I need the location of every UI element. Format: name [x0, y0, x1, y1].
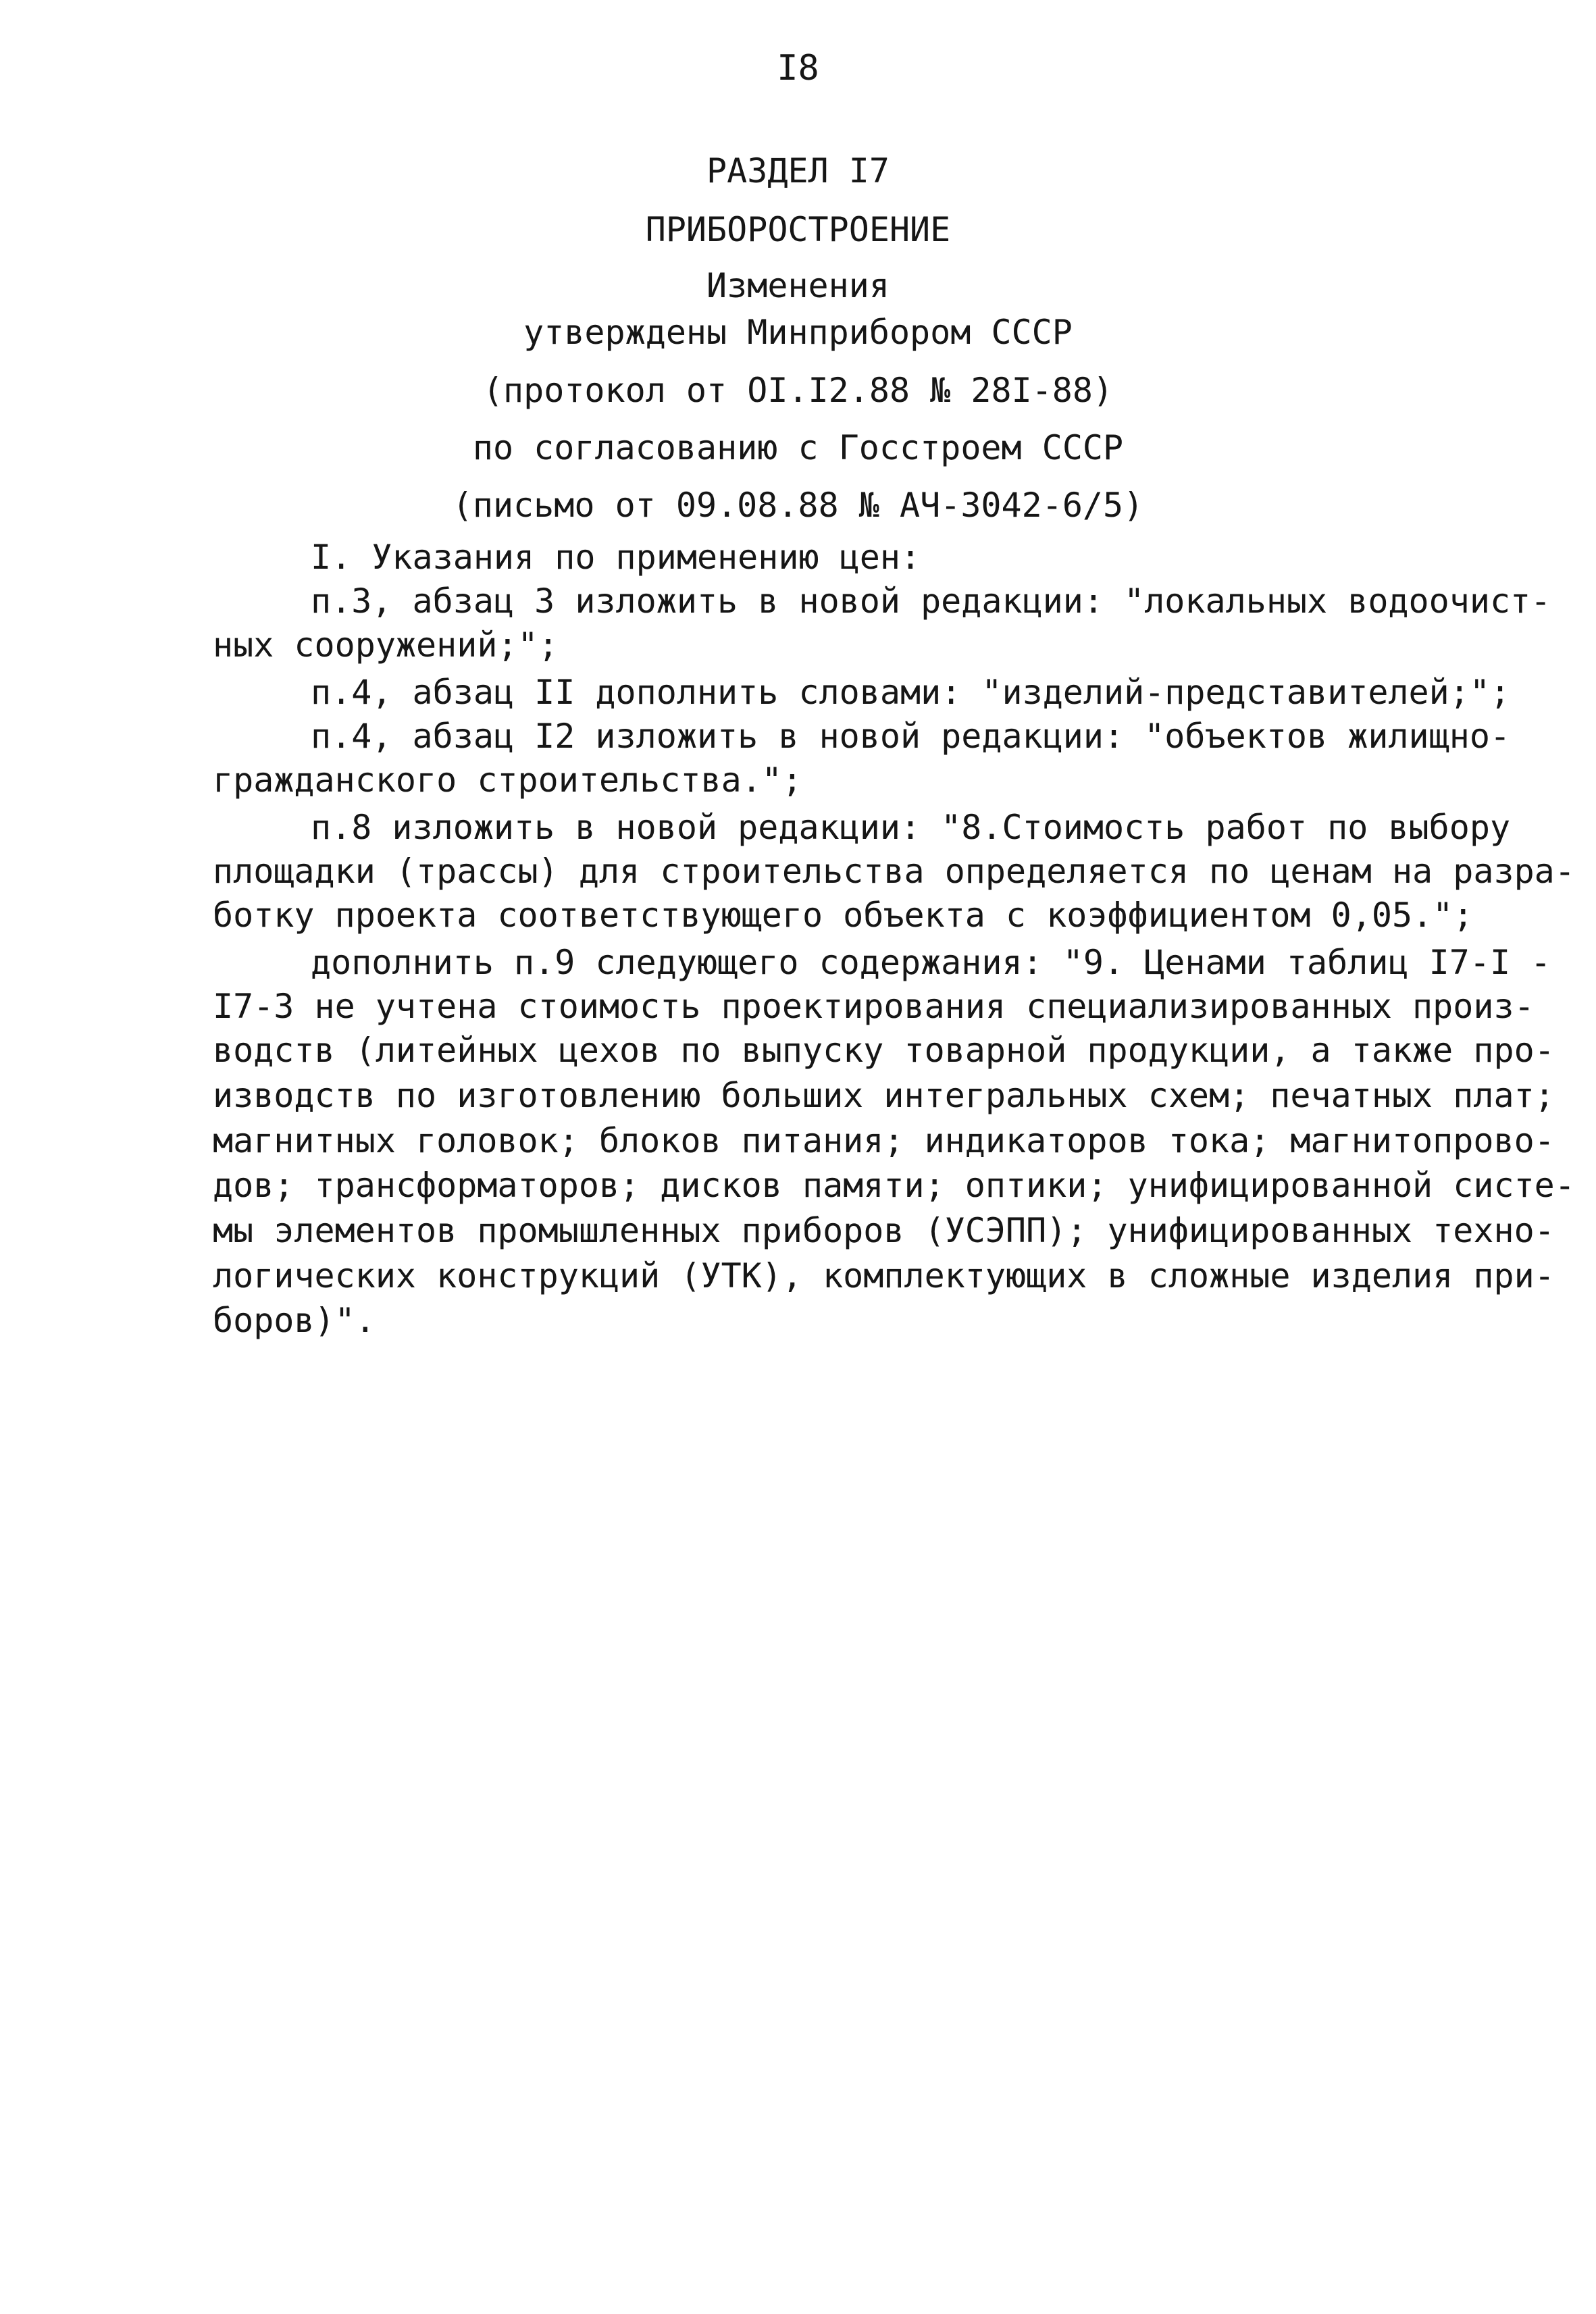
body-line: ных сооружений;"; — [213, 625, 559, 665]
body-line: п.3, абзац 3 изложить в новой редакции: "локальных водоочист- — [311, 582, 1551, 621]
body-line: п.8 изложить в новой редакции: "8.Стоимость работ по выбору — [311, 808, 1511, 847]
page-number: I8 — [777, 48, 819, 88]
body-line: дов; трансформаторов; дисков памяти; оптики; унифицированной систе- — [213, 1166, 1575, 1205]
approval-line: утверждены Минприбором СССР — [523, 313, 1073, 352]
body-line: магнитных головок; блоков питания; индикаторов тока; магнитопрово- — [213, 1121, 1555, 1160]
body-line: изводств по изготовлению больших интегральных схем; печатных плат; — [213, 1076, 1555, 1115]
body-line: ботку проекта соответствующего объекта с коэффициентом 0,05."; — [213, 896, 1474, 935]
body-line: гражданского строительства."; — [213, 761, 802, 800]
body-line: I. Указания по применению цен: — [311, 538, 921, 577]
body-line: дополнить п.9 следующего содержания: "9. Ценами таблиц I7-I - — [311, 943, 1551, 982]
body-line: площадки (трассы) для строительства определяется по ценам на разра- — [213, 852, 1575, 891]
body-line: логических конструкций (УТК), комплектующих в сложные изделия при- — [213, 1256, 1555, 1295]
body-line: п.4, абзац I2 изложить в новой редакции: "объектов жилищно- — [311, 717, 1511, 756]
changes-label: Изменения — [706, 266, 890, 305]
letter-line: (письмо от 09.08.88 № АЧ-3042-6/5) — [452, 486, 1144, 525]
body-line: I7-3 не учтена стоимость проектирования специализированных произ- — [213, 987, 1535, 1026]
body-line: водств (литейных цехов по выпуску товарной продукции, а также про- — [213, 1031, 1555, 1070]
section-heading: РАЗДЕЛ I7 — [706, 151, 890, 190]
agreement-line: по согласованию с Госстроем СССР — [472, 428, 1124, 467]
section-title: ПРИБОРОСТРОЕНИЕ — [645, 210, 951, 249]
body-line: п.4, абзац II дополнить словами: "изделий-представителей;"; — [311, 673, 1511, 712]
body-line: боров)". — [213, 1301, 376, 1340]
protocol-line: (протокол от OI.I2.88 № 28I-88) — [482, 371, 1114, 410]
body-line: мы элементов промышленных приборов (УСЭПП); унифицированных техно- — [213, 1211, 1555, 1250]
